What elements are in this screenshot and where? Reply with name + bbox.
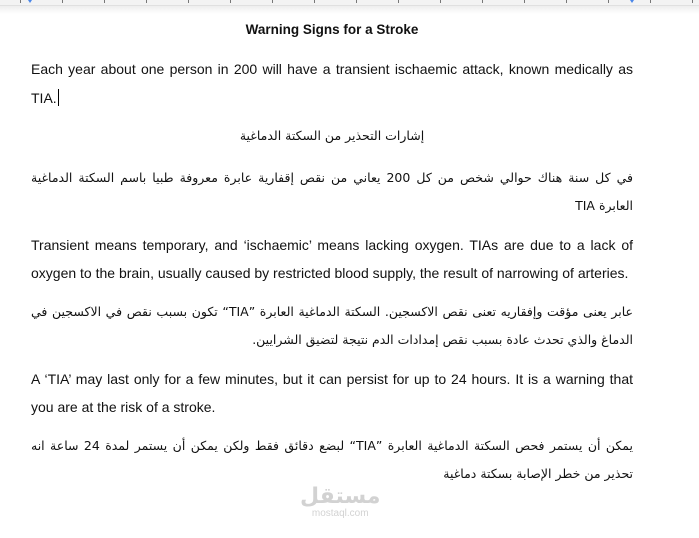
- ruler-tick: [608, 0, 609, 3]
- ruler-tick: [188, 0, 189, 3]
- ruler-tick: [482, 0, 483, 3]
- ruler-tick: [356, 0, 357, 3]
- ruler-tick: [20, 0, 21, 3]
- ruler-tick: [314, 0, 315, 3]
- watermark-logo: [300, 486, 380, 520]
- paragraph-ar-heading[interactable]: إشارات التحذير من السكتة الدماغية: [239, 128, 425, 143]
- ruler-tick: [272, 0, 273, 3]
- paragraph-ar-3[interactable]: يمكن أن يستمر فحص السكتة الدماغية العابرة ”TIA“ لبضع دقائق فقط ولكن يمكن أن يستمر لمدة 24 ساعة انه تحذير من خطر الإصابة بسكتة دماغية: [31, 437, 633, 481]
- paragraph-en-3[interactable]: A ‘TIA’ may last only for a few minutes, but it can persist for up to 24 hours. It is a warning that you are at the risk of a stroke.: [31, 370, 633, 415]
- paragraph-ar-2[interactable]: عابر يعنى مؤقت وإفقاريه تعنى نقص الاكسجين. السكتة الدماغية العابرة ”TIA“ تكون بسبب نقص في الاكسجين في الدماغ والذي تحدث عادة بسبب نقص إمدادات الدم نتيجة لتضيق الشرايين.: [31, 303, 633, 347]
- page-top-shadow: [0, 6, 699, 14]
- document-page[interactable]: [31, 18, 633, 499]
- ruler-tick: [104, 0, 105, 3]
- ruler-tick: [524, 0, 525, 3]
- paragraph-en-1[interactable]: Each year about one person in 200 will have a transient ischaemic attack, known medically as TIA.: [31, 61, 633, 106]
- ruler-tick: [692, 0, 693, 3]
- watermark-latin: mostaql.com: [311, 508, 369, 519]
- right-indent-marker[interactable]: [628, 0, 636, 3]
- ruler-tick: [566, 0, 567, 3]
- left-indent-marker[interactable]: [26, 0, 34, 3]
- ruler-tick: [650, 0, 651, 3]
- paragraph-ar-1[interactable]: في كل سنة هناك حوالي شخص من كل 200 يعاني من نقص إقفارية عابرة معروفة طبيا باسم السكتة الدماغية العابرة TIA: [31, 169, 633, 213]
- paragraph-en-2[interactable]: Transient means temporary, and ‘ischaemic’ means lacking oxygen. TIAs are due to a lack of oxygen to the brain, usually caused by restricted blood supply, the result of narrowing of arteries.: [31, 236, 633, 281]
- ruler-tick: [146, 0, 147, 3]
- ruler-tick: [62, 0, 63, 3]
- ruler-tick: [440, 0, 441, 3]
- document-title: Warning Signs for a Stroke: [245, 22, 419, 37]
- ruler-tick: [230, 0, 231, 3]
- watermark-arabic: مستقل: [300, 484, 381, 509]
- text-cursor: [58, 89, 60, 106]
- ruler-tick: [398, 0, 399, 3]
